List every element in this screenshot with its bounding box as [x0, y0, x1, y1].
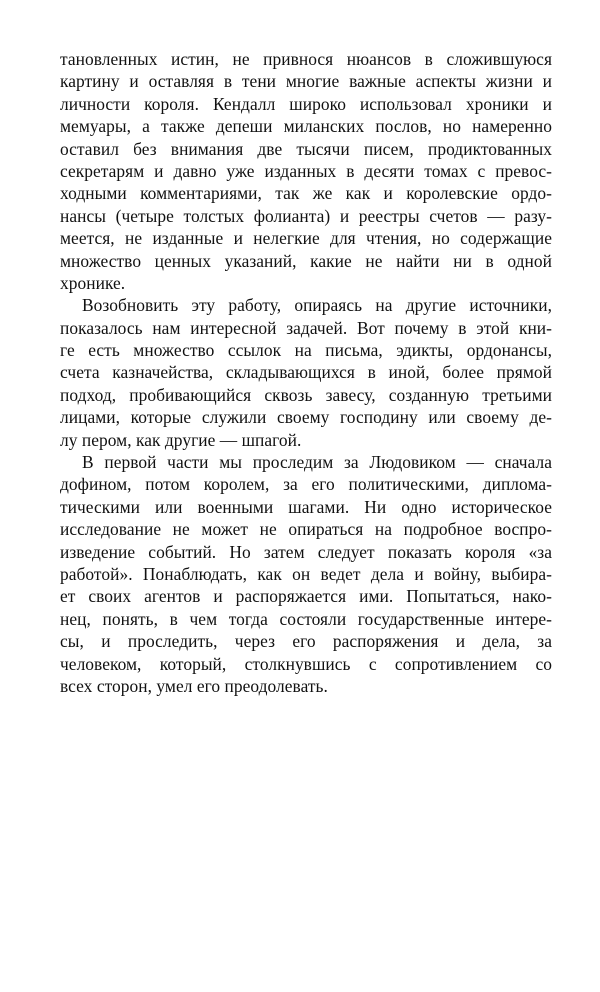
text-line: сы, и проследить, через его распоряжения и дела, за [60, 631, 552, 652]
text-line: ходными комментариями, так же как и королевские ордо- [60, 183, 552, 204]
text-line: секретарям и давно уже изданных в десяти томах с превос- [60, 160, 552, 181]
text-line: счета казначейства, складывающихся в иной, более прямой [60, 362, 552, 383]
text-line: личности короля. Кендалл широко использовал хроники и [60, 93, 552, 114]
text-line: Возобновить эту работу, опираясь на другие источники, [82, 295, 552, 316]
text-line: нансы (четыре толстых фолианта) и реестры счетов — разу- [60, 205, 552, 226]
text-line: ет своих агентов и распоряжается ими. Попытаться, нако- [60, 586, 552, 607]
text-line: подход, пробивающийся сквозь завесу, созданную третьими [60, 384, 552, 405]
text-line: ге есть множество ссылок на письма, эдикты, ордонансы, [60, 340, 552, 361]
text-line: показалось нам интересной задачей. Вот почему в этой кни- [60, 317, 552, 338]
text-line: тическими или военными шагами. Ни одно историческое [60, 496, 552, 517]
text-line: работой». Понаблюдать, как он ведет дела и войну, выбира- [60, 563, 552, 584]
text-line: хронике. [60, 272, 126, 293]
text-line: исследование не может не опираться на подробное воспро- [60, 519, 552, 540]
text-line: изведение событий. Но затем следует показать короля «за [60, 541, 552, 562]
text-line: человеком, который, столкнувшись с сопротивлением со [60, 653, 552, 674]
paragraph-3 [60, 451, 552, 697]
paragraph-2 [60, 294, 552, 451]
text-line: картину и оставляя в тени многие важные аспекты жизни и [60, 71, 552, 92]
text-line: тановленных истин, не привнося нюансов в сложившуюся [60, 49, 552, 69]
text-line: нец, понять, в чем тогда состояли государственные интере- [60, 608, 552, 629]
text-line: оставил без внимания две тысячи писем, продиктованных [60, 138, 552, 159]
text-line: мемуары, а также депеши миланских послов, но намеренно [60, 116, 552, 137]
text-line: лицами, которые служили своему господину или своему де- [60, 407, 552, 428]
text-line: лу пером, как другие — шпагой. [60, 429, 302, 450]
paragraph-1 [60, 48, 552, 294]
page-text-block [60, 48, 552, 697]
text-line: всех сторон, умел его преодолевать. [60, 675, 328, 696]
text-line: дофином, потом королем, за его политическими, диплома- [60, 474, 552, 495]
text-line: меется, не изданные и нелегкие для чтения, но содержащие [60, 228, 552, 249]
text-line: В первой части мы проследим за Людовиком — сначала [82, 452, 552, 473]
text-line: множество ценных указаний, какие не найти ни в одной [60, 250, 552, 271]
